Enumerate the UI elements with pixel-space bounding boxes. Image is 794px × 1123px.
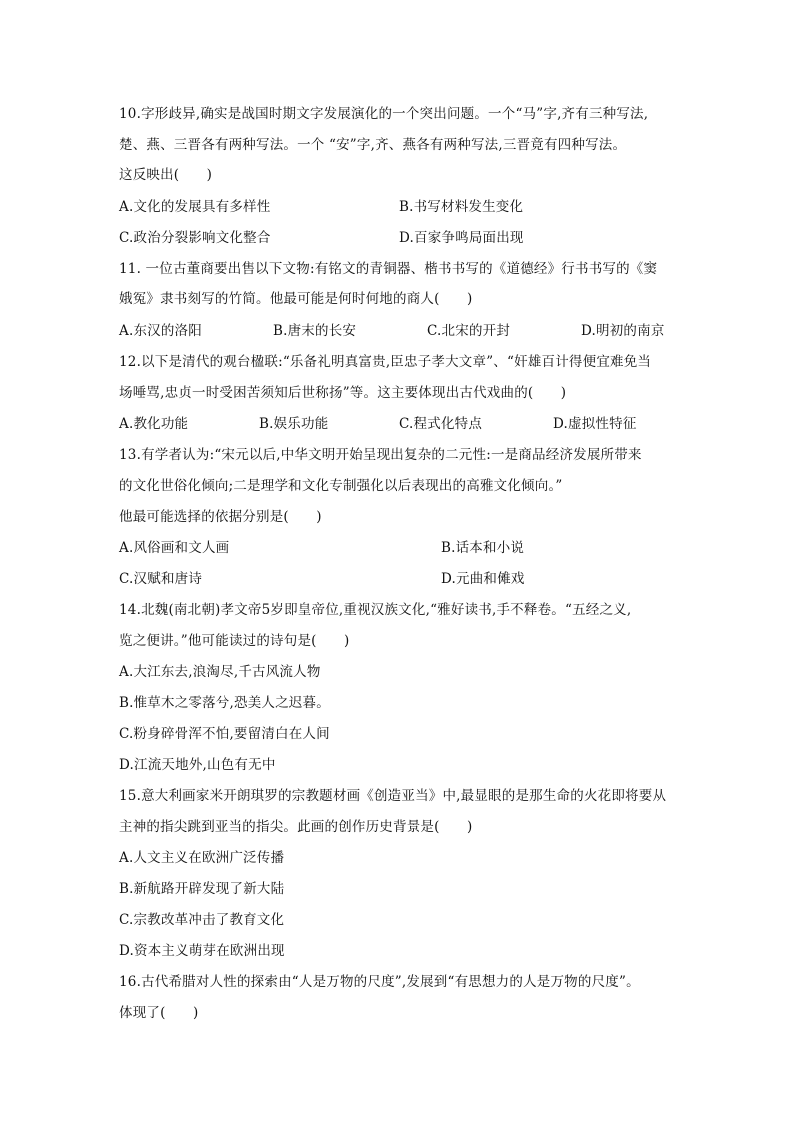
q10-option-a: A.文化的发展具有多样性: [119, 199, 271, 215]
q14-option-d: D.江流天地外,山色有无中: [119, 757, 276, 773]
q14-option-c: C.粉身碎骨浑不怕,要留清白在人间: [119, 726, 330, 742]
q13-option-c: C.汉赋和唐诗: [119, 571, 203, 587]
q12-option-d: D.虚拟性特征: [553, 416, 637, 432]
q10-option-b: B.书写材料发生变化: [399, 199, 524, 215]
q13-option-d: D.元曲和傩戏: [441, 571, 525, 587]
q11-stem-line1: 11. 一位古董商要出售以下文物:有铭文的青铜器、楷书书写的《道德经》行书书写的《窦: [119, 261, 658, 277]
q13-stem-line2: 的文化世俗化倾向;二是理学和文化专制强化以后表现出的高雅文化倾向。”: [119, 478, 563, 494]
q15-option-d: D.资本主义萌芽在欧洲出现: [119, 943, 285, 959]
q15-option-b: B.新航路开辟发现了新大陆: [119, 881, 285, 897]
q11-option-b: B.唐末的长安: [273, 323, 357, 339]
q12-option-a: A.教化功能: [119, 416, 189, 432]
q11-stem-line2: 娥冤》隶书刻写的竹简。他最可能是何时何地的商人( ): [119, 291, 473, 307]
q15-option-a: A.人文主义在欧洲广泛传播: [119, 850, 285, 866]
q11-option-a: A.东汉的洛阳: [119, 323, 202, 339]
q15-stem-line2: 主神的指尖跳到亚当的指尖。此画的创作历史背景是( ): [119, 819, 473, 835]
q10-stem-line1: 10.字形歧异,确实是战国时期文字发展演化的一个突出问题。一个“马”字,齐有三种写法,: [119, 106, 649, 122]
q10-option-d: D.百家争鸣局面出现: [399, 230, 524, 246]
q12-stem-line2: 场唾骂,忠贞一时受困苦须知后世称扬”等。这主要体现出古代戏曲的( ): [119, 385, 567, 401]
q10-stem-line2: 楚、燕、三晋各有两种写法。一个 “安”字,齐、燕各有两种写法,三晋竟有四种写法。: [119, 137, 627, 153]
q14-option-a: A.大江东去,浪淘尽,千古风流人物: [119, 664, 321, 680]
q13-option-b: B.话本和小说: [441, 540, 525, 556]
q10-option-c: C.政治分裂影响文化整合: [119, 230, 271, 246]
q14-stem-line2: 览之便讲。”他可能读过的诗句是( ): [119, 633, 350, 649]
q11-option-d: D.明初的南京: [581, 323, 665, 339]
q13-option-a: A.风俗画和文人画: [119, 540, 230, 556]
q11-option-c: C.北宋的开封: [427, 323, 511, 339]
q10-stem-line3: 这反映出( ): [119, 167, 213, 183]
q14-stem-line1: 14.北魏(南北朝)孝文帝5岁即皇帝位,重视汉族文化,“雅好读书,手不释卷。“五经之义,: [119, 602, 632, 618]
q16-stem-line2: 体现了( ): [119, 1005, 199, 1021]
q15-option-c: C.宗教改革冲击了教育文化: [119, 912, 285, 928]
q13-stem-line1: 13.有学者认为:“宋元以后,中华文明开始呈现出复杂的二元性:一是商品经济发展所带来: [119, 447, 642, 463]
q12-option-b: B.娱乐功能: [259, 416, 329, 432]
q15-stem-line1: 15.意大利画家米开朗琪罗的宗教题材画《创造亚当》中,最显眼的是那生命的火花即将要从: [119, 788, 667, 804]
q12-option-c: C.程式化特点: [399, 416, 483, 432]
q14-option-b: B.惟草木之零落兮,恐美人之迟暮。: [119, 695, 330, 711]
q16-stem-line1: 16.古代希腊对人性的探索由“人是万物的尺度”,发展到“有思想力的人是万物的尺度”。: [119, 974, 640, 990]
q13-stem-line3: 他最可能选择的依据分别是( ): [119, 509, 322, 525]
q12-stem-line1: 12.以下是清代的观台楹联:“乐备礼明真富贵,臣忠子孝大文章”、“奸雄百计得便宜难免当: [119, 354, 652, 370]
